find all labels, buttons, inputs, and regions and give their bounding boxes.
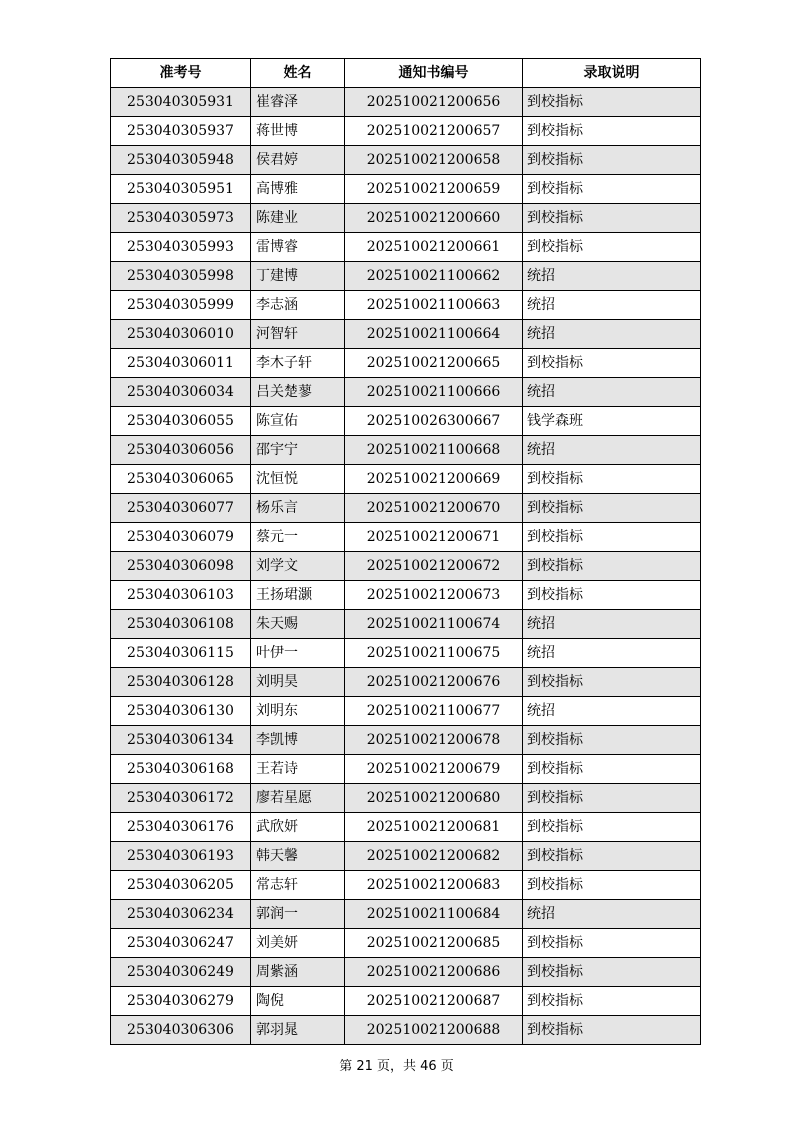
notice-number-cell: 202510021200678 xyxy=(345,726,523,755)
exam-number-cell: 253040305973 xyxy=(111,204,251,233)
table-row xyxy=(111,929,701,958)
notice-number-cell: 202510021200676 xyxy=(345,668,523,697)
notice-number-cell: 202510021100677 xyxy=(345,697,523,726)
table-row xyxy=(111,610,701,639)
admission-note-cell: 到校指标 xyxy=(523,755,701,784)
student-name-cell: 刘美妍 xyxy=(251,929,345,958)
admission-note-cell: 到校指标 xyxy=(523,88,701,117)
student-name-cell: 丁建博 xyxy=(251,262,345,291)
student-name-cell: 陈建业 xyxy=(251,204,345,233)
notice-number-cell: 202510021200682 xyxy=(345,842,523,871)
student-name-cell: 王扬珺灏 xyxy=(251,581,345,610)
student-name-cell: 廖若星愿 xyxy=(251,784,345,813)
exam-number-cell: 253040306249 xyxy=(111,958,251,987)
exam-number-cell: 253040306056 xyxy=(111,436,251,465)
table-row xyxy=(111,465,701,494)
exam-number-cell: 253040306306 xyxy=(111,1016,251,1045)
table-row xyxy=(111,726,701,755)
admission-note-cell: 统招 xyxy=(523,697,701,726)
notice-number-cell: 202510021200680 xyxy=(345,784,523,813)
exam-number-cell: 253040305931 xyxy=(111,88,251,117)
notice-number-cell: 202510021200681 xyxy=(345,813,523,842)
student-name-cell: 蔡元一 xyxy=(251,523,345,552)
exam-number-cell: 253040306079 xyxy=(111,523,251,552)
student-name-cell: 河智轩 xyxy=(251,320,345,349)
admission-note-cell: 统招 xyxy=(523,900,701,929)
admission-note-cell: 到校指标 xyxy=(523,233,701,262)
admission-note-cell: 到校指标 xyxy=(523,1016,701,1045)
notice-number-cell: 202510021200656 xyxy=(345,88,523,117)
exam-number-cell: 253040306128 xyxy=(111,668,251,697)
table-row xyxy=(111,233,701,262)
exam-number-cell: 253040306115 xyxy=(111,639,251,668)
table-row xyxy=(111,871,701,900)
student-name-cell: 崔睿泽 xyxy=(251,88,345,117)
notice-number-cell: 202510021200686 xyxy=(345,958,523,987)
header-admission-note: 录取说明 xyxy=(523,59,701,88)
admission-note-cell: 到校指标 xyxy=(523,813,701,842)
table-body xyxy=(111,88,701,1045)
notice-number-cell: 202510021100684 xyxy=(345,900,523,929)
exam-number-cell: 253040306065 xyxy=(111,465,251,494)
exam-number-cell: 253040305998 xyxy=(111,262,251,291)
table-row xyxy=(111,639,701,668)
student-name-cell: 陶倪 xyxy=(251,987,345,1016)
exam-number-cell: 253040305951 xyxy=(111,175,251,204)
student-name-cell: 武欣妍 xyxy=(251,813,345,842)
student-name-cell: 王若诗 xyxy=(251,755,345,784)
notice-number-cell: 202510021200670 xyxy=(345,494,523,523)
notice-number-cell: 202510021100663 xyxy=(345,291,523,320)
exam-number-cell: 253040306108 xyxy=(111,610,251,639)
admission-note-cell: 到校指标 xyxy=(523,117,701,146)
table-row xyxy=(111,88,701,117)
admission-note-cell: 到校指标 xyxy=(523,871,701,900)
exam-number-cell: 253040306176 xyxy=(111,813,251,842)
student-name-cell: 李凯博 xyxy=(251,726,345,755)
exam-number-cell: 253040305993 xyxy=(111,233,251,262)
table-row xyxy=(111,436,701,465)
table-row xyxy=(111,523,701,552)
notice-number-cell: 202510021200661 xyxy=(345,233,523,262)
admission-note-cell: 到校指标 xyxy=(523,784,701,813)
student-name-cell: 郭羽晁 xyxy=(251,1016,345,1045)
admission-note-cell: 到校指标 xyxy=(523,349,701,378)
notice-number-cell: 202510021200669 xyxy=(345,465,523,494)
admission-note-cell: 到校指标 xyxy=(523,175,701,204)
table-row xyxy=(111,262,701,291)
table-row xyxy=(111,987,701,1016)
table-row xyxy=(111,755,701,784)
student-name-cell: 刘明东 xyxy=(251,697,345,726)
table-row xyxy=(111,320,701,349)
notice-number-cell: 202510021100668 xyxy=(345,436,523,465)
exam-number-cell: 253040305999 xyxy=(111,291,251,320)
table-header xyxy=(111,59,701,88)
exam-number-cell: 253040306055 xyxy=(111,407,251,436)
exam-number-cell: 253040306130 xyxy=(111,697,251,726)
student-name-cell: 叶伊一 xyxy=(251,639,345,668)
table-row xyxy=(111,813,701,842)
student-name-cell: 吕关楚蓼 xyxy=(251,378,345,407)
admission-note-cell: 钱学森班 xyxy=(523,407,701,436)
admission-note-cell: 到校指标 xyxy=(523,929,701,958)
admission-note-cell: 到校指标 xyxy=(523,465,701,494)
notice-number-cell: 202510021200658 xyxy=(345,146,523,175)
notice-number-cell: 202510021200659 xyxy=(345,175,523,204)
table-row xyxy=(111,1016,701,1045)
admission-table xyxy=(110,58,701,1045)
table-row xyxy=(111,784,701,813)
exam-number-cell: 253040306172 xyxy=(111,784,251,813)
notice-number-cell: 202510021200685 xyxy=(345,929,523,958)
exam-number-cell: 253040306034 xyxy=(111,378,251,407)
notice-number-cell: 202510021100662 xyxy=(345,262,523,291)
admission-note-cell: 到校指标 xyxy=(523,987,701,1016)
student-name-cell: 杨乐言 xyxy=(251,494,345,523)
admission-note-cell: 到校指标 xyxy=(523,668,701,697)
student-name-cell: 周紫涵 xyxy=(251,958,345,987)
notice-number-cell: 202510021200687 xyxy=(345,987,523,1016)
table-row xyxy=(111,378,701,407)
admission-note-cell: 到校指标 xyxy=(523,581,701,610)
student-name-cell: 常志轩 xyxy=(251,871,345,900)
exam-number-cell: 253040306011 xyxy=(111,349,251,378)
student-name-cell: 高博雅 xyxy=(251,175,345,204)
notice-number-cell: 202510021200671 xyxy=(345,523,523,552)
notice-number-cell: 202510021100664 xyxy=(345,320,523,349)
notice-number-cell: 202510021200672 xyxy=(345,552,523,581)
header-exam-number: 准考号 xyxy=(111,59,251,88)
exam-number-cell: 253040305937 xyxy=(111,117,251,146)
exam-number-cell: 253040306010 xyxy=(111,320,251,349)
table-row xyxy=(111,146,701,175)
notice-number-cell: 202510021100674 xyxy=(345,610,523,639)
table-row xyxy=(111,900,701,929)
table-row xyxy=(111,552,701,581)
table-row xyxy=(111,668,701,697)
page-footer: 第 21 页，共 46 页 xyxy=(339,1059,454,1074)
student-name-cell: 陈宣佑 xyxy=(251,407,345,436)
admission-note-cell: 统招 xyxy=(523,262,701,291)
admission-note-cell: 到校指标 xyxy=(523,958,701,987)
student-name-cell: 邵宇宁 xyxy=(251,436,345,465)
student-name-cell: 李志涵 xyxy=(251,291,345,320)
table-row xyxy=(111,581,701,610)
table-row xyxy=(111,204,701,233)
admission-note-cell: 到校指标 xyxy=(523,204,701,233)
student-name-cell: 刘学文 xyxy=(251,552,345,581)
admission-note-cell: 到校指标 xyxy=(523,146,701,175)
header-row xyxy=(111,59,701,88)
notice-number-cell: 202510021200683 xyxy=(345,871,523,900)
table-row xyxy=(111,494,701,523)
admission-note-cell: 统招 xyxy=(523,378,701,407)
student-name-cell: 郭润一 xyxy=(251,900,345,929)
exam-number-cell: 253040306279 xyxy=(111,987,251,1016)
student-name-cell: 侯君婷 xyxy=(251,146,345,175)
admission-note-cell: 到校指标 xyxy=(523,552,701,581)
student-name-cell: 李木子轩 xyxy=(251,349,345,378)
exam-number-cell: 253040306193 xyxy=(111,842,251,871)
header-notice-number: 通知书编号 xyxy=(345,59,523,88)
table-row xyxy=(111,407,701,436)
table-row xyxy=(111,175,701,204)
student-name-cell: 韩天馨 xyxy=(251,842,345,871)
admission-note-cell: 到校指标 xyxy=(523,494,701,523)
student-name-cell: 沈恒悦 xyxy=(251,465,345,494)
notice-number-cell: 202510021200665 xyxy=(345,349,523,378)
table-row xyxy=(111,958,701,987)
student-name-cell: 蒋世博 xyxy=(251,117,345,146)
student-name-cell: 刘明昊 xyxy=(251,668,345,697)
exam-number-cell: 253040306168 xyxy=(111,755,251,784)
admission-note-cell: 统招 xyxy=(523,291,701,320)
exam-number-cell: 253040306077 xyxy=(111,494,251,523)
exam-number-cell: 253040306234 xyxy=(111,900,251,929)
notice-number-cell: 202510026300667 xyxy=(345,407,523,436)
admission-note-cell: 到校指标 xyxy=(523,726,701,755)
admission-note-cell: 统招 xyxy=(523,320,701,349)
notice-number-cell: 202510021200679 xyxy=(345,755,523,784)
table-row xyxy=(111,842,701,871)
exam-number-cell: 253040306098 xyxy=(111,552,251,581)
exam-number-cell: 253040306205 xyxy=(111,871,251,900)
admission-note-cell: 到校指标 xyxy=(523,842,701,871)
student-name-cell: 朱天赐 xyxy=(251,610,345,639)
notice-number-cell: 202510021200688 xyxy=(345,1016,523,1045)
exam-number-cell: 253040306134 xyxy=(111,726,251,755)
notice-number-cell: 202510021100675 xyxy=(345,639,523,668)
notice-number-cell: 202510021200657 xyxy=(345,117,523,146)
exam-number-cell: 253040306103 xyxy=(111,581,251,610)
table-row xyxy=(111,349,701,378)
admission-note-cell: 统招 xyxy=(523,436,701,465)
admission-note-cell: 统招 xyxy=(523,639,701,668)
student-name-cell: 雷博睿 xyxy=(251,233,345,262)
exam-number-cell: 253040305948 xyxy=(111,146,251,175)
notice-number-cell: 202510021200660 xyxy=(345,204,523,233)
admission-note-cell: 统招 xyxy=(523,610,701,639)
table-row xyxy=(111,697,701,726)
notice-number-cell: 202510021100666 xyxy=(345,378,523,407)
header-name: 姓名 xyxy=(251,59,345,88)
notice-number-cell: 202510021200673 xyxy=(345,581,523,610)
table-row xyxy=(111,291,701,320)
exam-number-cell: 253040306247 xyxy=(111,929,251,958)
table-row xyxy=(111,117,701,146)
admission-note-cell: 到校指标 xyxy=(523,523,701,552)
